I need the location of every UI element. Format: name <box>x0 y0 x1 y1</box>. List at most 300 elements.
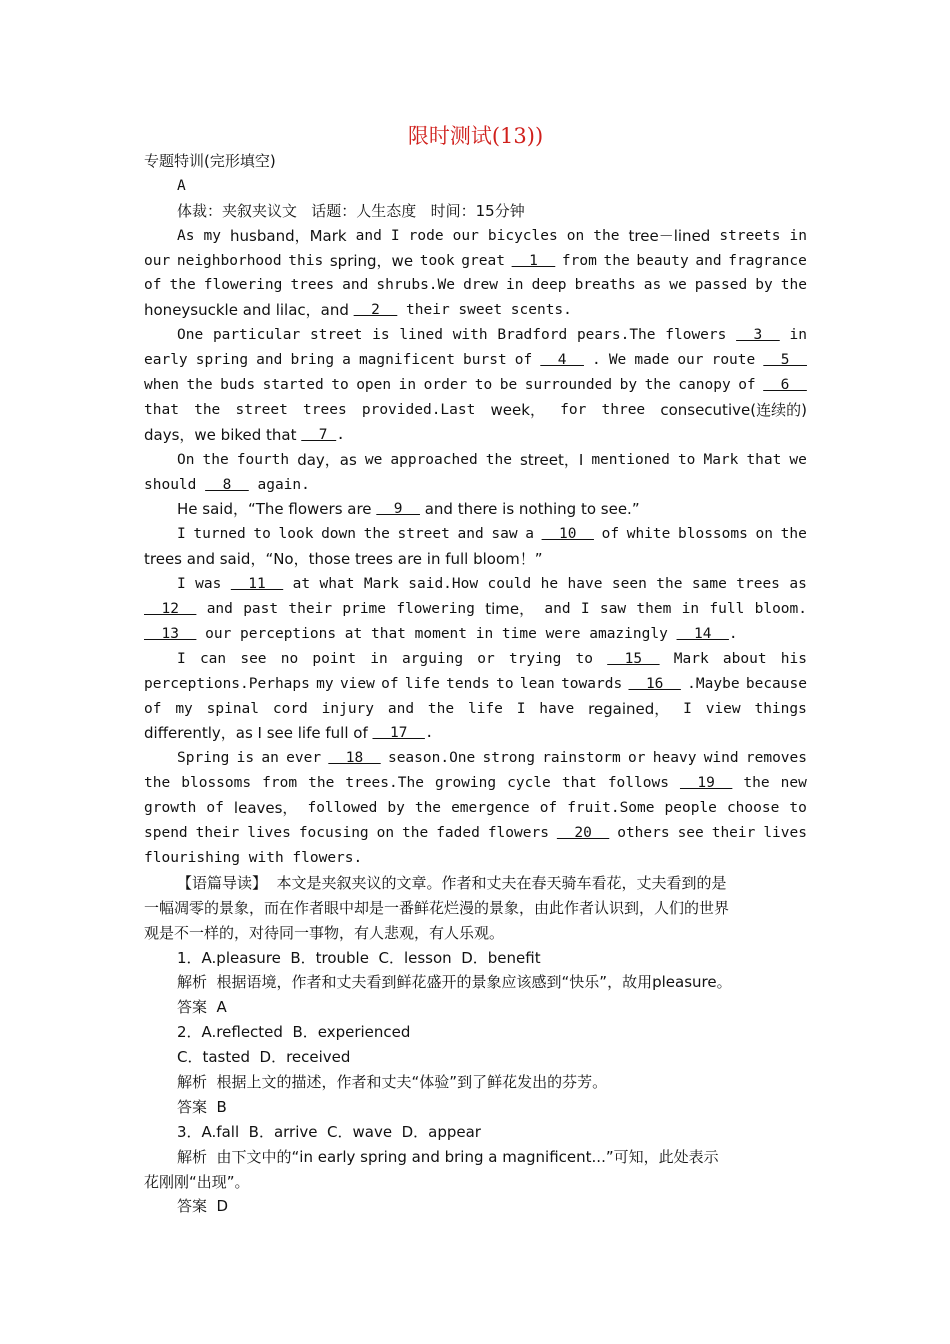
word: Mark <box>703 451 739 468</box>
text-run: He said，“The flowers are <box>177 500 377 519</box>
text-line <box>144 622 807 647</box>
text-run: . <box>424 725 434 742</box>
word: because <box>745 675 807 692</box>
word: in <box>789 227 807 244</box>
text-line <box>144 697 807 722</box>
text-run: 观是不一样的，对待同一事物，有人悲观，有人乐观。 <box>144 923 505 942</box>
word: canopy <box>678 377 731 394</box>
text-run: 2．A.reflected B．experienced <box>177 1023 411 1042</box>
text-line <box>144 721 807 746</box>
text-line <box>144 1095 807 1120</box>
word: the <box>743 775 770 792</box>
word: street <box>397 526 450 543</box>
word: my <box>316 675 334 692</box>
text-run: their sweet scents. <box>397 302 572 319</box>
word: flowers <box>665 327 727 344</box>
word: and <box>544 601 571 618</box>
word: see <box>240 650 267 667</box>
word: or <box>628 750 646 767</box>
word: the <box>186 377 213 394</box>
word: growth <box>144 800 197 817</box>
answer-blank: 12 <box>144 601 197 618</box>
text-run: honeysuckle and lilac，and <box>144 301 354 320</box>
text-run: 解析 根据语境，作者和丈夫看到鲜花盛开的景象应该感到“快乐”，故用pleasure。 <box>177 973 732 992</box>
word: rainstorm <box>542 750 621 767</box>
text-run: trees and said，“No，those trees are in full bloom！” <box>144 550 543 569</box>
word: route <box>711 352 756 369</box>
text-line <box>144 149 807 174</box>
word: lives <box>247 825 291 842</box>
word: the <box>308 775 335 792</box>
word: at <box>292 576 311 593</box>
text-line <box>144 771 807 796</box>
word: my <box>203 227 221 244</box>
word: our <box>452 227 479 244</box>
word: injury <box>321 700 375 717</box>
answer-blank: 11 <box>230 576 284 593</box>
answer-blank: 2 <box>353 302 398 319</box>
word: people <box>664 800 717 817</box>
word: husband，Mark <box>230 226 347 245</box>
text-run: 专题特训(完形填空) <box>144 152 276 170</box>
word: towards <box>561 675 623 692</box>
word: One <box>177 327 204 344</box>
word: pears.The <box>576 327 656 344</box>
word: I <box>516 700 526 717</box>
word: day，as <box>297 450 357 469</box>
word: leaves， <box>233 799 298 818</box>
word: in <box>398 377 417 394</box>
document-body <box>144 149 807 1219</box>
text-run: days，we biked that <box>144 425 302 444</box>
word: lined <box>399 327 443 344</box>
word: turned <box>193 526 246 543</box>
text-line <box>144 273 807 298</box>
word: seen <box>611 576 647 593</box>
text-line <box>144 946 807 971</box>
word: of <box>144 700 162 717</box>
word: bloom. <box>754 601 807 618</box>
text-line <box>144 547 807 572</box>
text-run: should <box>144 476 206 493</box>
word: emergence <box>451 800 530 817</box>
text-run: again. <box>248 476 310 493</box>
word: to <box>474 377 493 394</box>
word: prime <box>342 601 387 618</box>
word: for <box>560 401 587 418</box>
word: followed <box>307 800 378 817</box>
word: breaths <box>574 277 636 294</box>
word: can <box>199 650 227 667</box>
text-run: 答案 A <box>177 998 227 1017</box>
word: to <box>789 800 807 817</box>
word: by <box>387 800 405 817</box>
word: the <box>593 227 620 244</box>
word: fragrance <box>728 252 807 269</box>
text-run: 花刚刚“出现”。 <box>144 1172 250 1191</box>
text-line <box>144 323 807 348</box>
word: the <box>485 451 512 468</box>
word: the <box>414 800 442 817</box>
word: blossoms <box>181 775 252 792</box>
word: the <box>402 825 429 842</box>
word: deep <box>531 277 567 294</box>
word: the <box>144 775 171 792</box>
word: our <box>144 252 171 269</box>
answer-blank: 8 <box>205 476 249 493</box>
word: I <box>390 227 400 244</box>
word: have <box>567 576 603 593</box>
answer-blank: 16 <box>628 675 681 692</box>
word: his <box>780 650 807 667</box>
word: spring，we <box>329 251 414 270</box>
text-run: and there is nothing to see.” <box>419 500 640 519</box>
word: provided.Last <box>361 401 476 418</box>
word: them <box>636 601 672 618</box>
text-line <box>144 647 807 672</box>
word: spend <box>144 825 188 842</box>
word: Mark <box>673 650 709 667</box>
word: trees <box>736 576 780 593</box>
text-line <box>144 1045 807 1070</box>
text-run: 答案 D <box>177 1197 229 1216</box>
word: order <box>423 377 468 394</box>
word: about <box>722 650 767 667</box>
text-line <box>144 224 807 249</box>
word: full <box>709 601 745 618</box>
word: and <box>256 352 283 369</box>
word: Bradford <box>497 327 568 344</box>
word: wind <box>703 750 739 767</box>
word: life <box>404 675 440 692</box>
answer-blank: 17 <box>372 725 425 742</box>
word: and <box>342 277 369 294</box>
word: or <box>477 650 495 667</box>
word: choose <box>726 800 780 817</box>
word: we <box>669 277 687 294</box>
word: made <box>634 352 670 369</box>
word: great <box>461 252 505 269</box>
word: mentioned <box>591 451 670 468</box>
word: is <box>372 327 390 344</box>
word: flowering <box>396 601 475 618</box>
word: things <box>754 700 807 717</box>
word: our <box>677 352 704 369</box>
word: in <box>789 327 807 344</box>
word: focusing <box>298 825 369 842</box>
word: to <box>677 451 696 468</box>
word: fourth <box>236 451 290 468</box>
word: magnificent <box>358 352 455 369</box>
word: approached <box>390 451 478 468</box>
word: my <box>175 700 193 717</box>
word: growing <box>434 775 497 792</box>
text-line <box>144 448 807 473</box>
word: week， <box>490 400 545 419</box>
word: in <box>681 601 700 618</box>
word: in <box>506 277 524 294</box>
word: an <box>261 750 279 767</box>
text-line <box>144 1145 807 1170</box>
text-run: 体裁：夹叙夹议文 话题：人生态度 时间：15分钟 <box>177 201 525 220</box>
word: As <box>177 227 195 244</box>
text-line <box>144 373 807 398</box>
word: and <box>695 252 722 269</box>
word: of <box>514 352 533 369</box>
word: the <box>656 576 683 593</box>
word: trees <box>303 401 347 418</box>
word: view <box>705 700 741 717</box>
text-line <box>144 572 807 597</box>
word: I <box>580 601 590 618</box>
word: removes <box>745 750 807 767</box>
text-line <box>144 796 807 821</box>
word: view <box>339 675 375 692</box>
word: we <box>364 451 383 468</box>
word: of <box>206 800 224 817</box>
word: We <box>608 352 627 369</box>
word: I <box>177 526 186 543</box>
text-line <box>144 423 807 448</box>
answer-blank: 13 <box>144 625 197 642</box>
text-line <box>144 497 807 522</box>
word: consecutive(连续的) <box>660 400 807 419</box>
word: is <box>236 750 255 767</box>
text-run: 一幅凋零的景象，而在作者眼中却是一番鲜花烂漫的景象，由此作者认识到，人们的世界 <box>144 898 730 917</box>
word: the <box>427 700 455 717</box>
word: point <box>312 650 357 667</box>
word: the <box>644 377 671 394</box>
word: I <box>683 700 692 717</box>
word: in <box>370 650 388 667</box>
word: flowering <box>203 277 283 294</box>
word: what <box>319 576 355 593</box>
answer-blank: 7 <box>301 426 337 443</box>
word: to <box>496 675 514 692</box>
text-line <box>144 871 807 896</box>
word: past <box>243 601 279 618</box>
word: and <box>355 227 382 244</box>
answer-blank: 3 <box>736 327 780 344</box>
word: of <box>738 377 756 394</box>
word: others <box>617 825 670 842</box>
word: spring <box>195 352 249 369</box>
text-line <box>144 821 807 846</box>
answer-blank: 5 <box>763 352 807 369</box>
word: tends <box>446 675 490 692</box>
word: Mark <box>363 576 399 593</box>
word: life <box>467 700 503 717</box>
text-line <box>144 995 807 1020</box>
word: open <box>356 377 392 394</box>
word: same <box>691 576 727 593</box>
word: lives <box>763 825 807 842</box>
word: drew <box>463 277 498 294</box>
text-line <box>144 846 807 871</box>
word: the <box>363 526 390 543</box>
word: no <box>280 650 299 667</box>
word: rode <box>408 227 444 244</box>
text-line <box>144 597 807 622</box>
word: faded <box>436 825 480 842</box>
word: on <box>755 526 773 543</box>
word: follows <box>607 775 669 792</box>
word: spinal <box>206 700 260 717</box>
word: time， <box>485 600 535 619</box>
word: from <box>561 252 597 269</box>
word: of <box>144 277 162 294</box>
word: I <box>177 650 186 667</box>
word: passed <box>694 277 748 294</box>
answer-blank: 1 <box>511 252 556 269</box>
answer-blank: 14 <box>676 625 729 642</box>
word: he <box>540 576 559 593</box>
word: the <box>194 401 221 418</box>
text-line <box>144 174 807 199</box>
word: the <box>780 277 807 294</box>
text-line <box>144 1070 807 1095</box>
word: to <box>575 650 593 667</box>
text-run: 解析 由下文中的“in early spring and bring a magnificent...”可知，此处表示 <box>177 1147 719 1166</box>
word: I <box>177 576 186 593</box>
word: on <box>566 227 585 244</box>
word: of <box>539 800 558 817</box>
text-run: 【语篇导读】 本文是夹叙夹议的文章。作者和丈夫在春天骑车看花，丈夫看到的是 <box>177 873 727 892</box>
text-run: 答案 B <box>177 1097 227 1116</box>
word: that <box>746 451 782 468</box>
word: as <box>789 576 807 593</box>
word: their <box>195 825 240 842</box>
text-run: 解析 根据上文的描述，作者和丈夫“体验”到了鲜花发出的芬芳。 <box>177 1072 608 1091</box>
word: saw <box>599 601 627 618</box>
text-run: . <box>728 625 738 642</box>
word: saw <box>491 526 518 543</box>
word: the <box>202 451 229 468</box>
word: as <box>643 277 662 294</box>
word: white <box>626 526 671 543</box>
word: flowers <box>487 825 549 842</box>
word: neighborhood <box>176 252 282 269</box>
word: when <box>144 377 179 394</box>
word: that <box>144 401 179 418</box>
word: said.How <box>408 576 479 593</box>
text-line <box>144 398 807 423</box>
word: heavy <box>652 750 697 767</box>
word: street <box>235 401 288 418</box>
word: fruit.Some <box>567 800 655 817</box>
word: shrubs.We <box>376 277 455 294</box>
text-line <box>144 298 807 323</box>
text-line <box>144 1194 807 1219</box>
word: blossoms <box>678 526 748 543</box>
text-line <box>144 896 807 921</box>
page-title: 限时测试(13)) <box>407 124 544 148</box>
answer-blank: 4 <box>540 352 584 369</box>
word: trees.The <box>345 775 424 792</box>
word: a <box>525 526 534 543</box>
word: lean <box>519 675 555 692</box>
text-run: flourishing with flowers. <box>144 849 363 866</box>
word: of <box>381 675 399 692</box>
word: season.One <box>387 750 476 767</box>
text-line <box>144 970 807 995</box>
text-run: our perceptions at that moment in time were amazingly <box>196 625 677 642</box>
word: by <box>619 377 638 394</box>
word: tree－lined <box>628 226 711 245</box>
word: the <box>169 277 196 294</box>
answer-blank: 15 <box>607 650 660 667</box>
answer-blank: 10 <box>541 526 594 543</box>
word: burst <box>463 352 507 369</box>
word: buds <box>220 377 256 394</box>
text-run: . <box>336 426 345 443</box>
text-line <box>144 1020 807 1045</box>
text-line <box>144 522 807 547</box>
word: trying <box>508 650 562 667</box>
text-line <box>144 473 807 498</box>
word: we <box>789 451 807 468</box>
word: their <box>288 601 333 618</box>
text-run: A <box>177 177 186 194</box>
word: could <box>487 576 532 593</box>
word: early <box>144 352 188 369</box>
word: cycle <box>507 775 551 792</box>
word: on <box>376 825 395 842</box>
word: particular <box>212 327 301 344</box>
word: arguing <box>401 650 464 667</box>
text-line <box>144 921 807 946</box>
answer-blank: 19 <box>679 775 733 792</box>
text-line <box>144 348 807 373</box>
word: ever <box>286 750 322 767</box>
word: . <box>592 352 601 369</box>
word: regained， <box>588 699 670 718</box>
text-run: differently，as I see life full of <box>144 724 373 743</box>
word: beauty <box>636 252 689 269</box>
word: and <box>387 700 415 717</box>
word: have <box>539 700 575 717</box>
word: by <box>755 277 773 294</box>
text-line <box>144 249 807 274</box>
word: to <box>331 377 349 394</box>
word: from <box>262 775 298 792</box>
word: was <box>195 576 222 593</box>
word: and <box>206 601 233 618</box>
text-line <box>144 1170 807 1195</box>
word: street <box>309 327 363 344</box>
word: be <box>499 377 518 394</box>
answer-blank: 20 <box>556 825 610 842</box>
word: this <box>288 252 324 269</box>
text-run: C．tasted D．received <box>177 1048 351 1067</box>
word: and <box>457 526 484 543</box>
word: On <box>177 451 195 468</box>
word: their <box>711 825 756 842</box>
word: perceptions.Perhaps <box>144 675 310 692</box>
text-line <box>144 199 807 224</box>
answer-blank: 6 <box>763 377 807 394</box>
word: down <box>321 526 356 543</box>
text-run: 3．A.fall B．arrive C．wave D．appear <box>177 1122 481 1141</box>
word: street，I <box>519 450 584 469</box>
word: started <box>262 377 324 394</box>
word: took <box>419 252 455 269</box>
word: trees <box>290 277 335 294</box>
word: the <box>603 252 630 269</box>
word: look <box>278 526 314 543</box>
text-line <box>144 1120 807 1145</box>
word: streets <box>719 227 781 244</box>
